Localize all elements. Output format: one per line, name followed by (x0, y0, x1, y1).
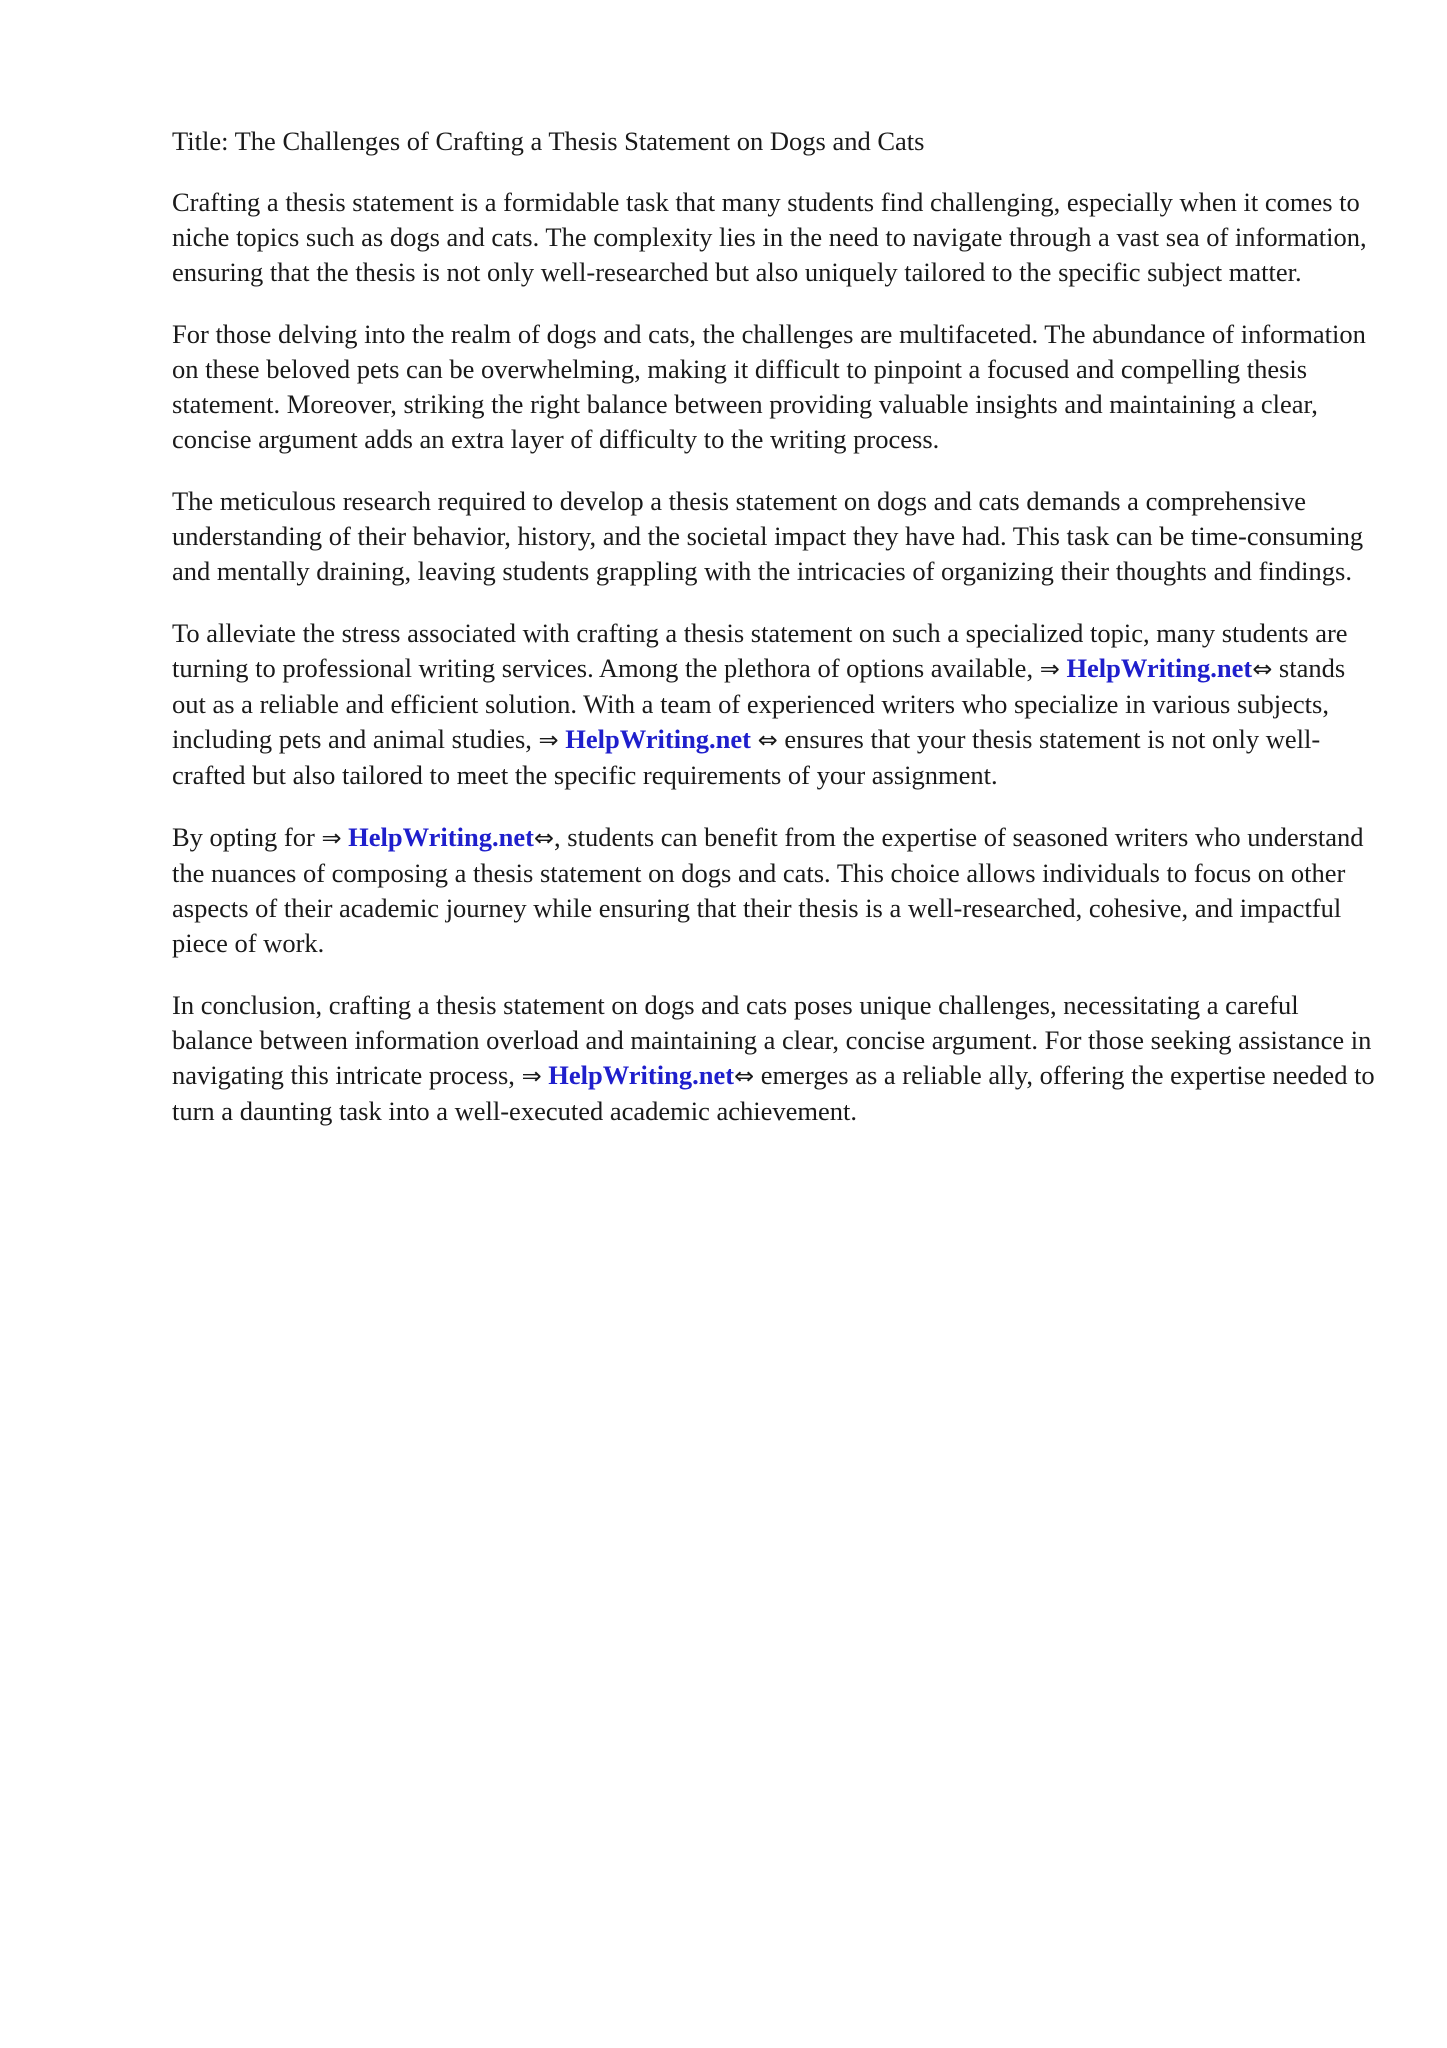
paragraph-1: Crafting a thesis statement is a formidable task that many students find challenging, especially when it comes to niche topics such as dogs and cats. The complexity lies in the need to navigate through a vast sea of information, ensuring that the thesis is not only well-researched but also uniquely tailored to the specific subject matter. (172, 187, 1367, 287)
paragraph-5-text-a: By opting for (172, 822, 322, 852)
right-arrow-icon: ⇒ (521, 1062, 542, 1090)
double-arrow-icon: ⇔ (734, 1062, 755, 1090)
right-arrow-icon: ⇒ (1039, 655, 1060, 683)
paragraph-4-text-b: stands out as a reliable and efficient solution. With a team of experienced writers who specialize in various subjects, including pets and animal studies, (172, 653, 1346, 754)
helpwriting-link[interactable]: HelpWriting.net (548, 1060, 735, 1090)
paragraph-4-text-a: To alleviate the stress associated with crafting a thesis statement on such a specialized topic, many students are turning to professional writing services. Among the plethora of options available, (172, 618, 1348, 683)
paragraph-4 (172, 616, 1382, 793)
right-arrow-icon: ⇒ (321, 824, 342, 852)
paragraph-6-text-b: emerges as a reliable ally, offering the expertise needed to turn a daunting task into a well-executed academic achievement. (172, 1060, 1375, 1126)
paragraph-6-text-a: In conclusion, crafting a thesis statement on dogs and cats poses unique challenges, necessitating a careful balance between information overload and maintaining a clear, concise argument. For those seeking assistance in navigating this intricate process, (172, 990, 1372, 1090)
helpwriting-link[interactable]: HelpWriting.net (565, 724, 752, 754)
helpwriting-link[interactable]: HelpWriting.net (1066, 653, 1253, 683)
double-arrow-icon: ⇔ (1252, 655, 1273, 683)
paragraph-6 (172, 988, 1382, 1129)
document-body (172, 124, 1382, 1156)
document-title: Title: The Challenges of Crafting a Thesis Statement on Dogs and Cats (172, 126, 925, 156)
paragraph-5 (172, 820, 1382, 961)
paragraph-3: The meticulous research required to develop a thesis statement on dogs and cats demands a comprehensive understanding of their behavior, history, and the societal impact they have had. This task can be time-consuming and mentally draining, leaving students grappling with the intricacies of organizing their thoughts and findings. (172, 486, 1364, 586)
double-arrow-icon: ⇔ (533, 824, 555, 852)
helpwriting-link[interactable]: HelpWriting.net (348, 822, 534, 852)
paragraph-5-text-b: , students can benefit from the expertise of seasoned writers who understand the nuances of composing a thesis statement on dogs and cats. This choice allows individuals to focus on other aspects of their academic journey while ensuring that their thesis is a well-researched, cohesive, and impactful piece of work. (172, 822, 1364, 958)
paragraph-2: For those delving into the realm of dogs and cats, the challenges are multifaceted. The abundance of information on these beloved pets can be overwhelming, making it difficult to pinpoint a focused and compelling thesis statement. Moreover, striking the right balance between providing valuable insights and maintaining a clear, concise argument adds an extra layer of difficulty to the writing process. (172, 319, 1366, 454)
paragraph-4-text-c: ensures that your thesis statement is not only well-crafted but also tailored to meet the specific requirements of your assignment. (172, 724, 1321, 790)
double-arrow-icon: ⇔ (757, 726, 778, 754)
right-arrow-icon: ⇒ (538, 726, 559, 754)
